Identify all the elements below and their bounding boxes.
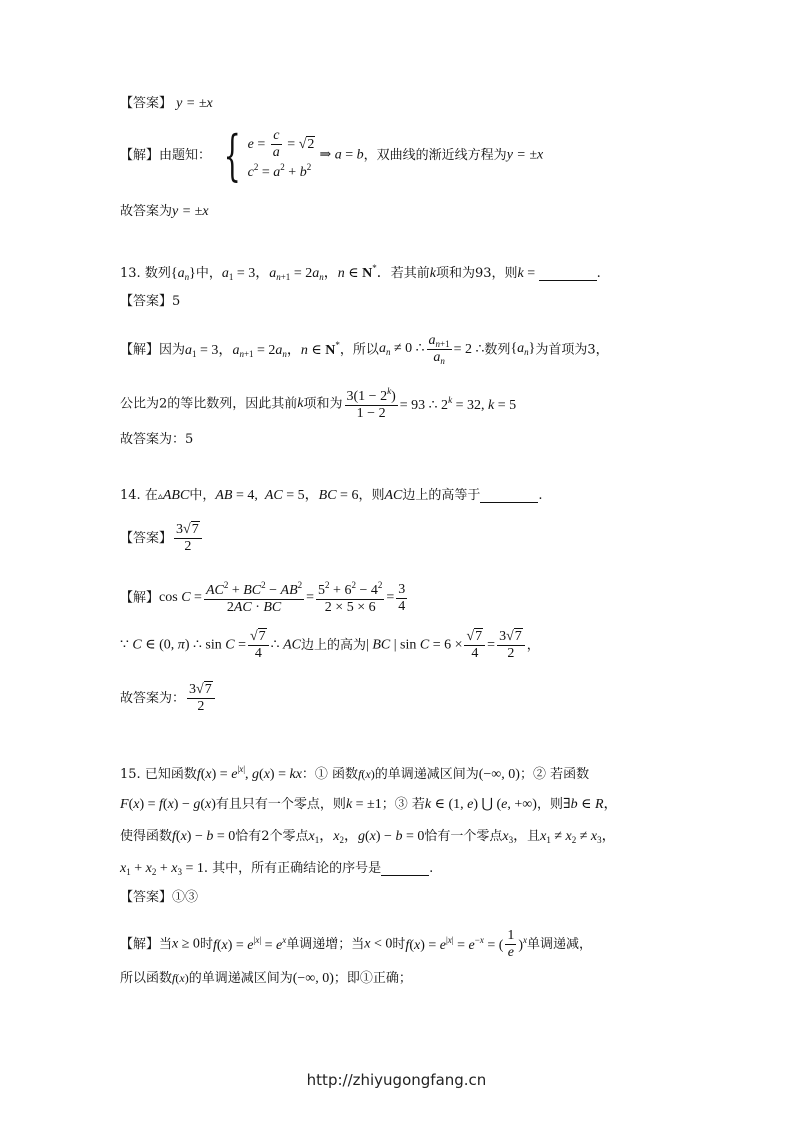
q13-k-eq: k [517,266,524,281]
q14-comma: ， [526,638,540,654]
q15-zeros: $x_1$，$x_2$，g(x) − b = 0 [308,829,425,845]
q14-sol2-1: 边上的高为 [300,638,366,654]
q15-case-1: $f(x) = e^{|x|} = e^x$ [212,935,287,954]
q13-stem-2: 中， [195,266,222,281]
q14-height-expr: | BC | sin C = 6 × [366,637,463,653]
q15-answer: ①③ [172,890,199,905]
q12-solution-line [120,123,544,187]
q14-cos-lhs: cos C = [159,590,202,606]
q13-conclusion [120,433,193,446]
q15-neq: $x_1 \ne x_2 \ne x_3$， [540,829,616,845]
q15-line2-c: ，则 [536,797,563,812]
q12-sol-mid: ，双曲线的渐近线方程为 [363,148,507,164]
q14-stem-4: 边上的高等于 [402,488,481,503]
q15-sol2-2: 的单调递减区间为 [188,971,293,986]
q13-sol-math-1: $a_1 = 3$，$a_{n+1} = 2a_n$，n ∈ N* [185,339,340,359]
q13-solution-2 [120,386,516,422]
q14-stem [120,489,543,503]
q13-ratio-frac: $\frac{a_{n+1}}{a_n}$ [428,333,450,367]
q12-sol-asym: y = ±x [506,147,544,163]
q14-height-frac-2: $\frac{3√7}{2}$ [497,629,525,662]
q15-sol-1: 当 [159,937,173,953]
q14-cos-frac-3: $\frac{3}{4}$ [398,581,406,614]
q14-sides: AB = 4, AC = 5，BC = 6 [215,488,359,503]
answer-label: 【答案】 [120,294,173,309]
q14-therefore: ∴ AC [270,637,301,653]
q14-ac: AC [384,488,403,503]
q13-number: 13. [120,266,141,281]
q15-exists: ∃b ∈ R， [562,797,618,812]
q15-x-ge: x ≥ 0 [172,936,200,952]
q13-sol-math-2: $a_n \ne 0$ ∴ [378,341,425,358]
q12-answer-math: y = ±x [176,96,213,111]
q15-line3-c: 恰有一个零点 [424,829,503,844]
q12-answer-line [120,97,213,111]
q13-sol-4: 为首项为3， [535,342,609,358]
q13-sum-frac: $\frac{3(1 - 2^k)}{1 - 2}$ [346,386,396,422]
q15-interval-2: (−∞, 0) [292,971,334,986]
solution-label: 【解】 [120,148,160,164]
q14-triangle: ▵ABC [157,488,190,503]
q14-stem-1: 在 [144,488,158,503]
q14-solution-1 [120,580,409,616]
q13-stem [120,264,601,282]
q15-line1-c: 的单调递减区间为 [374,767,479,782]
q15-stem-2 [120,798,618,812]
q13-sol-2: ，所以 [339,342,379,358]
q14-number: 14. [120,488,141,503]
q13-sol-1: 因为 [159,342,186,358]
q15-line1-b: ：① 函数 [301,767,359,782]
q13-stem-1: 数列 [144,266,171,281]
q15-line2-a: 有且只有一个零点，则 [215,797,346,812]
q15-sum: $x_1 + x_2 + x_3 = 1$ [120,861,204,877]
q12-sol-prefix: 由题知： [159,148,212,164]
q15-blank [381,862,429,876]
q15-k-val: k = ±1 [345,797,382,812]
q14-height-frac-1: $\frac{√7}{4}$ [464,629,485,662]
q13-sol-3: 数列 [484,342,511,358]
solution-label: 【解】 [120,342,160,358]
q14-eq-1: = [306,590,315,606]
q15-stem-4 [120,862,433,877]
q15-x-lt: x < 0 [364,936,393,952]
q14-stem-end: . [538,488,543,503]
answer-label: 【答案】 [120,890,173,905]
q15-fx-1: f(x) [358,767,375,781]
q15-Fdef: F(x) = f(x) − g(x) [120,797,216,812]
q13-ratio-value: = 2 ∴ [453,341,485,357]
q15-sol-3: 单调递增；当 [286,937,365,953]
q12-conclusion-math: y = ±x [172,204,209,219]
q14-conclusion-frac: $\frac{3√7}{2}$ [187,682,215,715]
solution-label: 【解】 [120,937,160,953]
q14-stem-3: ，则 [358,488,385,503]
q15-fdef: $f(x) = e^{|x|}$, g(x) = kx [196,764,302,782]
q13-seq: $\{a_n\}$ [170,266,196,282]
q14-conclusion-text: 故答案为： [120,691,186,707]
answer-label: 【答案】 [120,531,173,547]
q15-line1-a: 已知函数 [144,767,197,782]
q15-sol2-1: 所以函数 [120,971,173,986]
q15-case-2: $f(x) = e^{|x|} = e^{-x}$ = ( [405,935,504,954]
q15-sol-2b: 时 [392,937,406,953]
q14-answer-line [120,522,204,555]
q15-line1-d: ；② 若函数 [519,767,590,782]
q15-inv-e-frac: $\frac{1}{e}$ [507,928,515,961]
q15-number: 15. [120,767,141,782]
q12-conclusion-text: 故答案为 [120,204,173,219]
q14-conclusion [120,682,217,715]
q13-solution-1 [120,333,609,367]
q13-answer-line [120,295,180,308]
q13-conclusion-text: 故答案为：5 [120,432,194,447]
q15-interval-1: (−∞, 0) [478,767,520,782]
q13-answer: 5 [172,294,181,309]
q15-line3-a: 使得函数 [120,829,173,844]
q15-stem-3 [120,830,616,845]
q15-line3-d: 且 [527,829,541,844]
q15-sol-4: 单调递减， [527,937,593,953]
answer-label: 【答案】 [120,96,173,111]
q14-blank [480,489,538,503]
q15-fb: f(x) − b = 0 [172,829,236,844]
q15-case-2-end: )$^x$ [518,935,528,954]
q14-eq-3: = [487,637,496,653]
q14-sin-lhs: ∵ C ∈ (0, π) ∴ sin C = [120,637,246,653]
q13-stem-end: . [596,266,601,281]
q13-k-2: k [297,396,304,412]
q14-cos-frac-1: $\frac{AC^2 + BC^2 - AB^2}{2AC \cdot BC}$ [205,580,303,616]
q13-sol2-1: 公比为2的等比数列，因此其前 [120,396,298,412]
q15-sol-2: 时 [199,937,213,953]
q12-implies: ⇒ a = b [319,147,364,163]
q13-seq-2: $\{a_n\}$ [510,341,536,358]
q14-eq-2: = [386,590,395,606]
q15-answer-line [120,891,198,904]
q15-stem-1 [120,765,589,782]
footer-url: http://zhiyugongfang.cn [306,1071,487,1089]
q14-stem-2: 中， [189,488,216,503]
q14-cos-frac-2: $\frac{5^2 + 6^2 - 4^2}{2 \times 5 \times 6}$ [318,580,383,616]
q15-solution-2 [120,972,412,986]
q15-line2-b: ；③ 若 [381,797,425,812]
q14-solution-2 [120,629,540,662]
q15-fx-2: f(x) [172,971,189,985]
q15-line4-a: . 其中，所有正确结论的序号是 [203,861,382,876]
q13-conditions: $a_1 = 3$，$a_{n+1} = 2a_n$，n ∈ N*． [221,263,391,282]
q15-sol2-3: ；即①正确； [333,971,412,986]
q14-sin-frac: $\frac{√7}{4}$ [248,629,269,662]
q13-k: k [429,266,436,281]
q15-x3: $x_3$， [502,829,528,845]
left-brace-symbol: { [223,123,241,187]
q13-stem-4: 项和为93，则 [435,266,518,281]
q14-answer-frac: $\frac{3√7}{2}$ [174,522,202,555]
q13-eq-sign: = [523,266,539,281]
q15-line3-b: 恰有2个零点 [235,829,309,844]
q13-blank [539,267,597,281]
q12-conclusion [120,205,209,219]
q13-sum-result: = 93 ∴ $2^k = 32$, k = 5 [399,394,517,413]
q13-sol2-2: 项和为 [303,396,343,412]
q15-k-range: k ∈ (1, e) ⋃ (e, +∞) [424,797,537,812]
q15-solution-1 [120,928,592,961]
q13-stem-3: 若其前 [390,266,430,281]
q15-line4-end: . [429,861,434,876]
solution-label: 【解】 [120,590,160,606]
q12-equation-system: e = $\frac{c}{a}$ = √2 $c^2 = a^2 + b^2$ [247,128,315,181]
